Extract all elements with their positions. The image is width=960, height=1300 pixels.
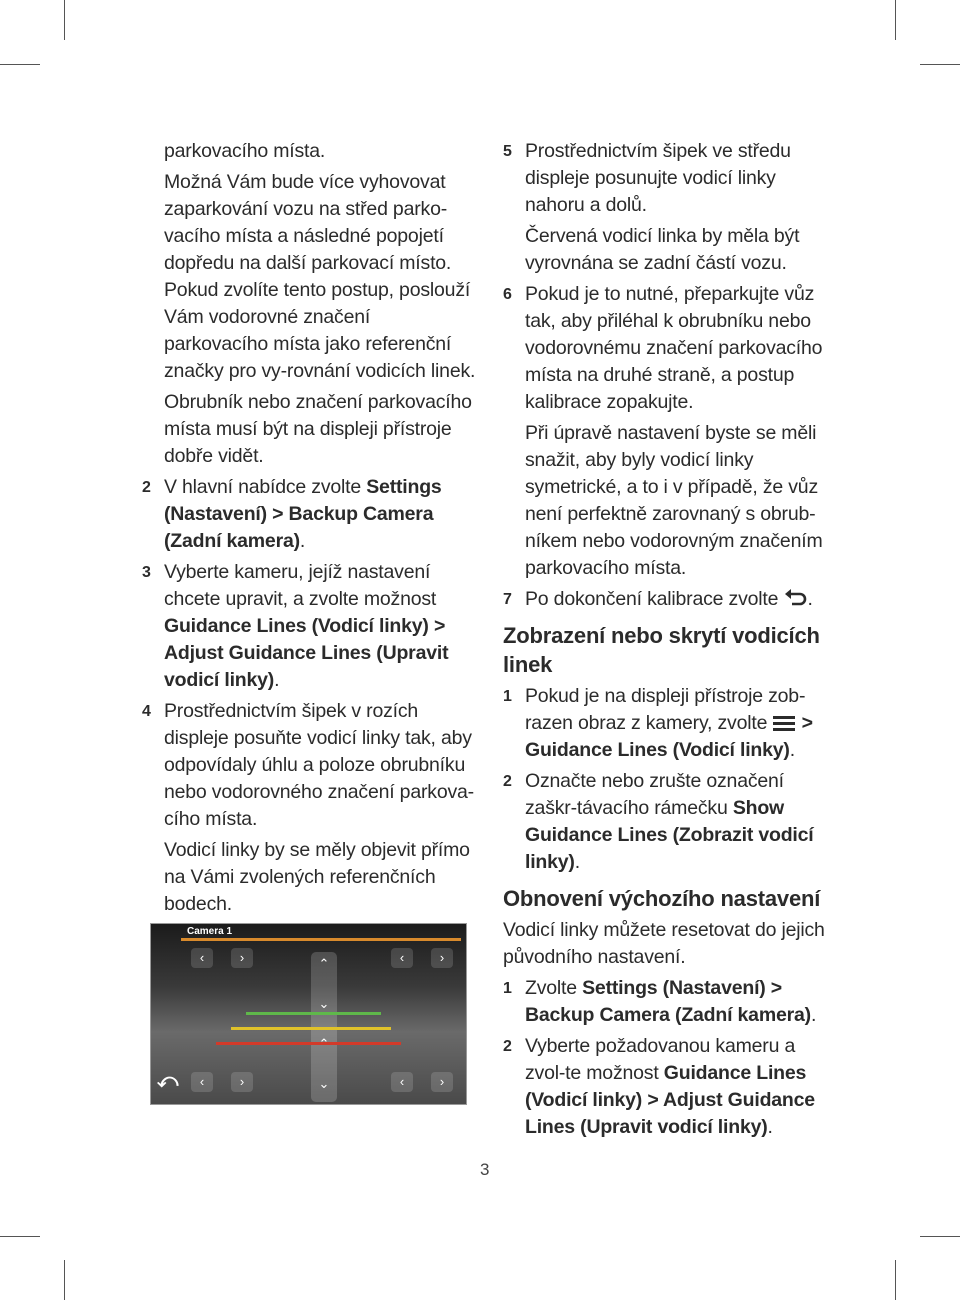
- arrow-left-icon[interactable]: ‹: [391, 1072, 413, 1092]
- camera-title: Camera 1: [187, 926, 233, 937]
- guide-line-red: [216, 1042, 401, 1045]
- step-text: Označte nebo zrušte označení zaškr-távacího rámečku: [525, 770, 784, 819]
- crop-mark: [64, 0, 65, 40]
- step-number: 6: [503, 286, 512, 303]
- title-bar-line: [181, 938, 461, 941]
- step-text: Prostřednictvím šipek v rozích displeje posuňte vodicí linky tak, aby odpovídaly úhlu a poloze obrubníku nebo vodorovného značení parkova-cího místa.: [164, 700, 474, 830]
- step-bold-text: Show Guidance Lines (Zobrazit vodicí linky): [525, 797, 814, 873]
- arrow-right-icon[interactable]: ›: [231, 948, 253, 968]
- step-text: Pokud je na displeji přístroje zob-razen obraz z kamery, zvolte: [525, 685, 806, 734]
- step-text: Vyberte požadovanou kameru a zvol-te možnost: [525, 1035, 796, 1084]
- step-6-note: Při úpravě nastavení byste se měli snažit, aby byly vodicí linky symetrické, a to i v případě, že vůz není perfektně zarovnaný s obrub-níkem nebo vodorovným značením parkovacího místa.: [525, 422, 823, 579]
- step-3: [142, 559, 477, 694]
- step-number: 1: [503, 688, 512, 705]
- step-text: Po dokončení kalibrace zvolte: [525, 588, 779, 610]
- section-heading: Zobrazení nebo skrytí vodicích linek: [503, 623, 820, 677]
- step-bold-text: Settings (Nastavení) > Backup Camera (Zadní kamera): [525, 977, 811, 1026]
- guide-line-yellow: [231, 1027, 391, 1030]
- step-end: .: [574, 851, 580, 873]
- arrow-down-icon[interactable]: ⌄: [318, 1076, 330, 1091]
- section-intro: Vodicí linky můžete resetovat do jejich původního nastavení.: [503, 919, 825, 968]
- right-column: [503, 138, 838, 1141]
- section1-step-2: [503, 768, 838, 876]
- step-number: 5: [503, 143, 512, 160]
- step-number: 2: [503, 773, 512, 790]
- step-text: Zvolte: [525, 977, 583, 999]
- step-text: V hlavní nabídce zvolte: [164, 476, 367, 498]
- page-number: 3: [480, 1160, 490, 1179]
- guide-line-green: [246, 1012, 381, 1015]
- arrow-right-icon[interactable]: ›: [231, 1072, 253, 1092]
- step-bold-text: Guidance Lines (Vodicí linky): [525, 739, 790, 761]
- step-4: [142, 698, 477, 833]
- step-end: .: [807, 588, 813, 610]
- step-separator: >: [796, 712, 813, 734]
- step-5-note: Červená vodicí linka by měla být vyrovnána se zadní částí vozu.: [525, 225, 800, 274]
- crop-mark: [895, 0, 896, 40]
- step-number: 2: [503, 1038, 512, 1055]
- crop-mark: [64, 1260, 65, 1300]
- crop-mark: [0, 64, 40, 65]
- paragraph: Možná Vám bude více vyhovovat zaparkování vozu na střed parko-vacího místa a následné popojetí dopředu na další parkovací místo. Pokud zvolíte tento postup, poslouží Vám vodorovné značení parkovacího místa jako referenční značky pro vy-rovnání vodicích linek.: [164, 171, 476, 382]
- step-number: 1: [503, 980, 512, 997]
- arrow-left-icon[interactable]: ‹: [191, 1072, 213, 1092]
- step-4-note: Vodicí linky by se měly objevit přímo na Vámi zvolených referenčních bodech.: [164, 839, 470, 915]
- step-7: [503, 586, 838, 613]
- back-icon[interactable]: ⤺: [157, 1070, 179, 1092]
- step-text: Vyberte kameru, jejíž nastavení chcete upravit, a zvolte možnost: [164, 561, 437, 610]
- crop-mark: [920, 64, 960, 65]
- back-icon: [784, 588, 808, 608]
- crop-mark: [0, 1236, 40, 1237]
- section2-step-2: [503, 1033, 838, 1141]
- step-bold-text: Guidance Lines (Vodicí linky) > Adjust Guidance Lines (Upravit vodicí linky): [525, 1062, 815, 1138]
- step-end: .: [789, 739, 795, 761]
- section2-step-1: [503, 975, 838, 1029]
- step-6: [503, 281, 838, 416]
- step-end: .: [767, 1116, 773, 1138]
- arrow-right-icon[interactable]: ›: [431, 1072, 453, 1092]
- step-end: .: [810, 1004, 817, 1026]
- menu-icon: [772, 714, 796, 732]
- arrow-down-icon[interactable]: ⌄: [318, 996, 330, 1011]
- step-end: .: [274, 669, 280, 691]
- step-bold-text: Settings (Nastavení) > Backup Camera (Zadní kamera): [164, 476, 442, 552]
- step-text: Pokud je to nutné, přeparkujte vůz tak, aby přiléhal k obrubníku nebo vodorovnému značení parkovacího místa na druhé straně, a postup kalibrace zopakujte.: [525, 283, 823, 413]
- step-end: .: [299, 530, 306, 552]
- step-2: [142, 474, 477, 555]
- arrow-right-icon[interactable]: ›: [431, 948, 453, 968]
- arrow-left-icon[interactable]: ‹: [391, 948, 413, 968]
- step-number: 4: [142, 703, 151, 720]
- crop-mark: [895, 1260, 896, 1300]
- step-number: 3: [142, 564, 151, 581]
- step-number: 7: [503, 591, 512, 608]
- paragraph: parkovacího místa.: [164, 140, 326, 162]
- camera-screenshot: [150, 923, 467, 1105]
- crop-mark: [920, 1236, 960, 1237]
- step-bold-text: Guidance Lines (Vodicí linky) > Adjust Guidance Lines (Upravit vodicí linky): [164, 615, 449, 691]
- section-heading: Obnovení výchozího nastavení: [503, 886, 821, 911]
- left-column: [142, 138, 477, 918]
- section1-step-1: [503, 683, 838, 764]
- step-number: 2: [142, 479, 151, 496]
- arrow-up-icon[interactable]: ⌃: [318, 956, 330, 971]
- step-text: Prostřednictvím šipek ve středu displeje posunujte vodicí linky nahoru a dolů.: [525, 140, 791, 216]
- step-5: [503, 138, 838, 219]
- paragraph: Obrubník nebo značení parkovacího místa musí být na displeji přístroje dobře vidět.: [164, 391, 472, 467]
- arrow-left-icon[interactable]: ‹: [191, 948, 213, 968]
